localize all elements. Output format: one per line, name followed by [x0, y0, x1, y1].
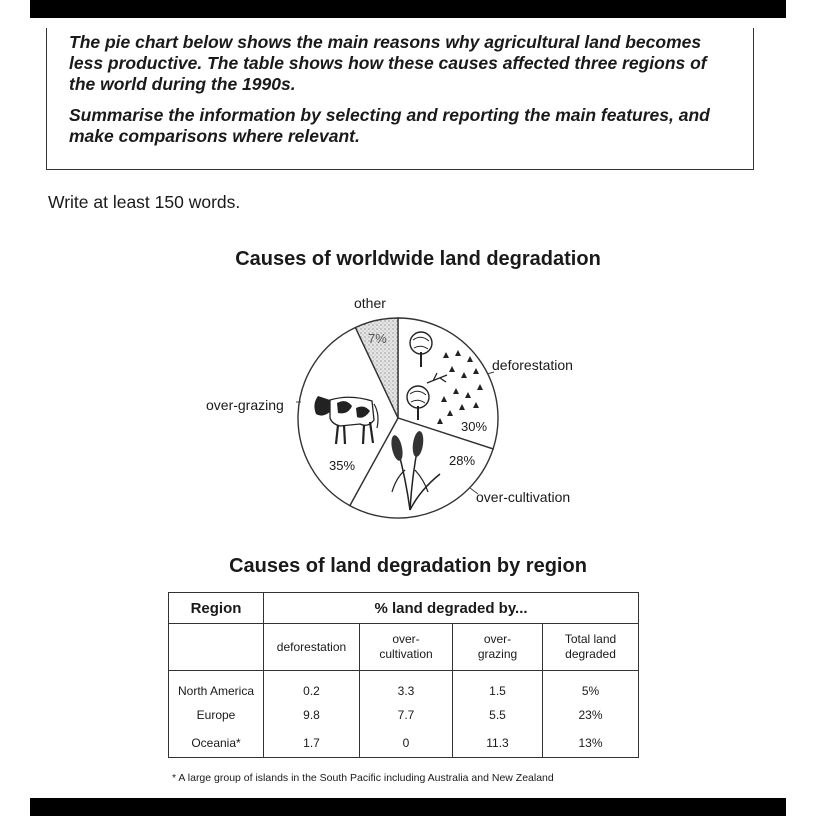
row-region: North America	[169, 671, 264, 702]
cell-value: 9.8	[264, 701, 360, 729]
table-row	[169, 671, 639, 702]
word-count-instruction: Write at least 150 words.	[48, 192, 241, 212]
col-header-over-cultivation: over- cultivation	[360, 624, 453, 671]
pie-value-over-cultivation: 28%	[449, 453, 476, 468]
col-header-deforestation: deforestation	[264, 624, 360, 671]
pie-label-deforestation: deforestation	[492, 357, 573, 373]
pie-value-over-grazing: 35%	[329, 458, 356, 473]
cell-value: 7.7	[360, 701, 453, 729]
pie-value-deforestation: 30%	[461, 419, 488, 434]
top-border-bar	[30, 0, 786, 18]
degradation-table	[168, 592, 639, 758]
pie-label-over-grazing: over-grazing	[206, 397, 284, 413]
table-title: Causes of land degradation by region	[229, 555, 587, 577]
pie-value-other: 7%	[368, 331, 387, 346]
row-region: Europe	[169, 701, 264, 729]
row-region: Oceania*	[169, 729, 264, 758]
bottom-border-bar	[30, 798, 786, 816]
pie-chart	[0, 280, 816, 530]
pie-label-over-cultivation: over-cultivation	[476, 489, 571, 505]
task-paragraph-2: Summarise the information by selecting and reporting the main features, and make comparisons where relevant.	[69, 105, 710, 146]
task-paragraph-1: The pie chart below shows the main reasons why agricultural land becomes less productive. The table shows how these causes affected three regions of the world during the 1990s.	[69, 32, 707, 94]
header-region: Region	[169, 593, 264, 624]
cell-value: 5.5	[453, 701, 543, 729]
subheader-empty	[169, 624, 264, 671]
cell-value: 11.3	[453, 729, 543, 758]
pie-label-other: other	[354, 295, 386, 311]
col-header-total: Total land degraded	[543, 624, 639, 671]
table-footnote: * A large group of islands in the South Pacific including Australia and New Zealand	[172, 772, 554, 784]
cell-value: 0.2	[264, 671, 360, 702]
cell-value: 13%	[543, 729, 639, 758]
task-prompt-box	[46, 28, 754, 170]
table-row	[169, 729, 639, 758]
col-header-over-grazing: over- grazing	[453, 624, 543, 671]
table-row	[169, 701, 639, 729]
cell-value: 23%	[543, 701, 639, 729]
cell-value: 3.3	[360, 671, 453, 702]
pie-chart-title: Causes of worldwide land degradation	[235, 248, 601, 270]
cell-value: 5%	[543, 671, 639, 702]
cell-value: 1.7	[264, 729, 360, 758]
cell-value: 0	[360, 729, 453, 758]
header-percent-group: % land degraded by...	[264, 593, 639, 624]
cell-value: 1.5	[453, 671, 543, 702]
